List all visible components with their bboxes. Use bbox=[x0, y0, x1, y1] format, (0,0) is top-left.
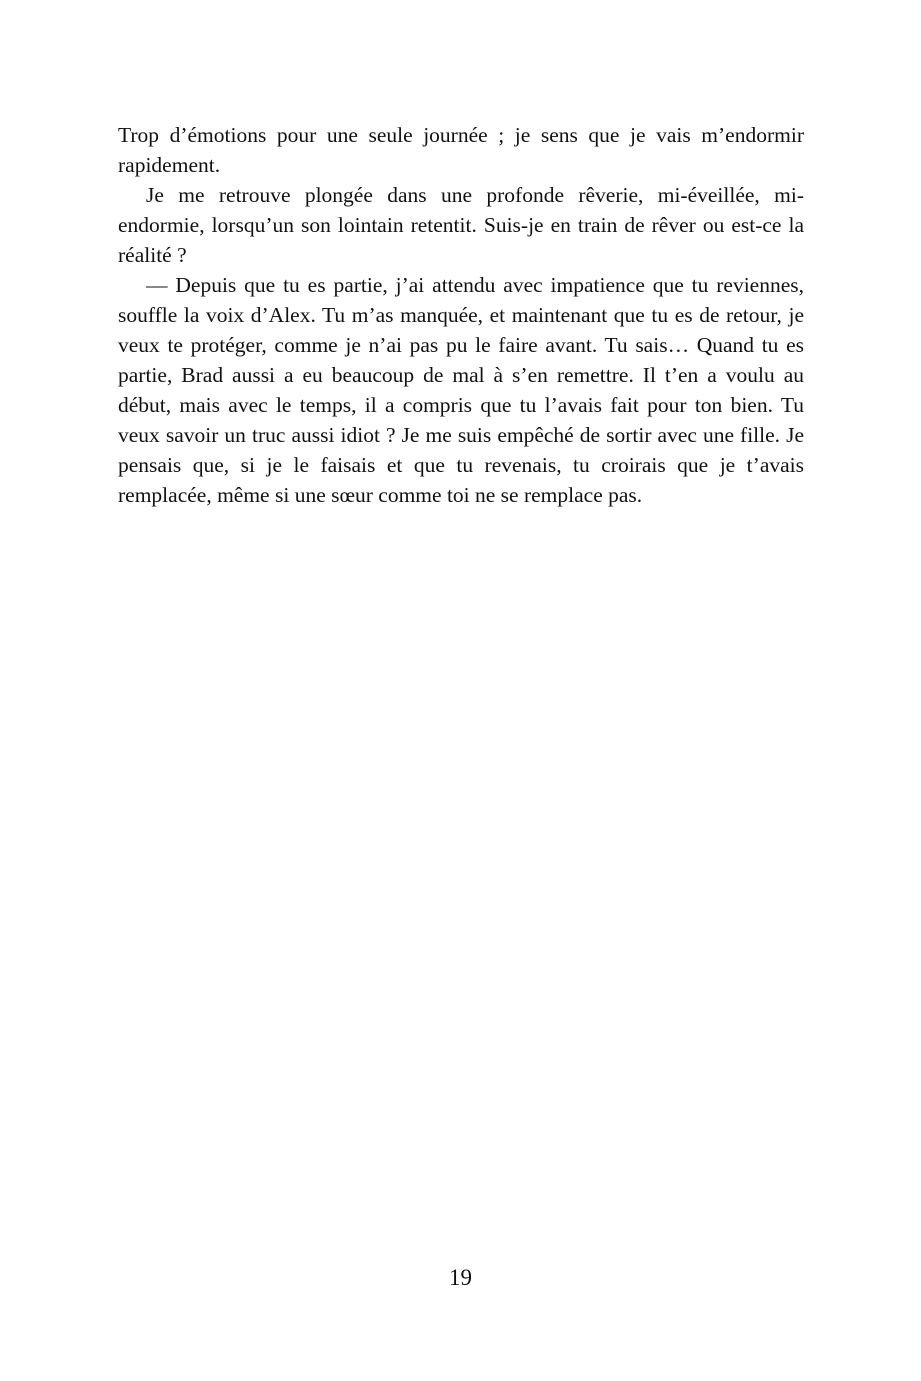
body-text bbox=[118, 120, 804, 510]
paragraph-2: Je me retrouve plongée dans une profonde rêverie, mi-éveillée, mi-endormie, lorsqu’un son lointain retentit. Suis-je en train de rêver ou est-ce la réalité ? bbox=[118, 183, 804, 267]
paragraph-3: — Depuis que tu es partie, j’ai attendu avec impatience que tu reviennes, souffle la voix d’Alex. Tu m’as manquée, et maintenant que tu es de retour, je veux te protéger, comme je n’ai pas pu le faire avant. Tu sais… Quand tu es partie, Brad aussi a eu beaucoup de mal à s’en remettre. Il t’en a voulu au début, mais avec le temps, il a compris que tu l’avais fait pour ton bien. Tu veux savoir un truc aussi idiot ? Je me suis empêché de sortir avec une fille. Je pensais que, si je le faisais et que tu revenais, tu croirais que je t’avais remplacée, même si une sœur comme toi ne se remplace pas. bbox=[118, 273, 804, 507]
paragraph-1: Trop d’émotions pour une seule journée ; je sens que je vais m’endormir rapidement. bbox=[118, 123, 804, 177]
page-number: 19 bbox=[449, 1265, 472, 1290]
